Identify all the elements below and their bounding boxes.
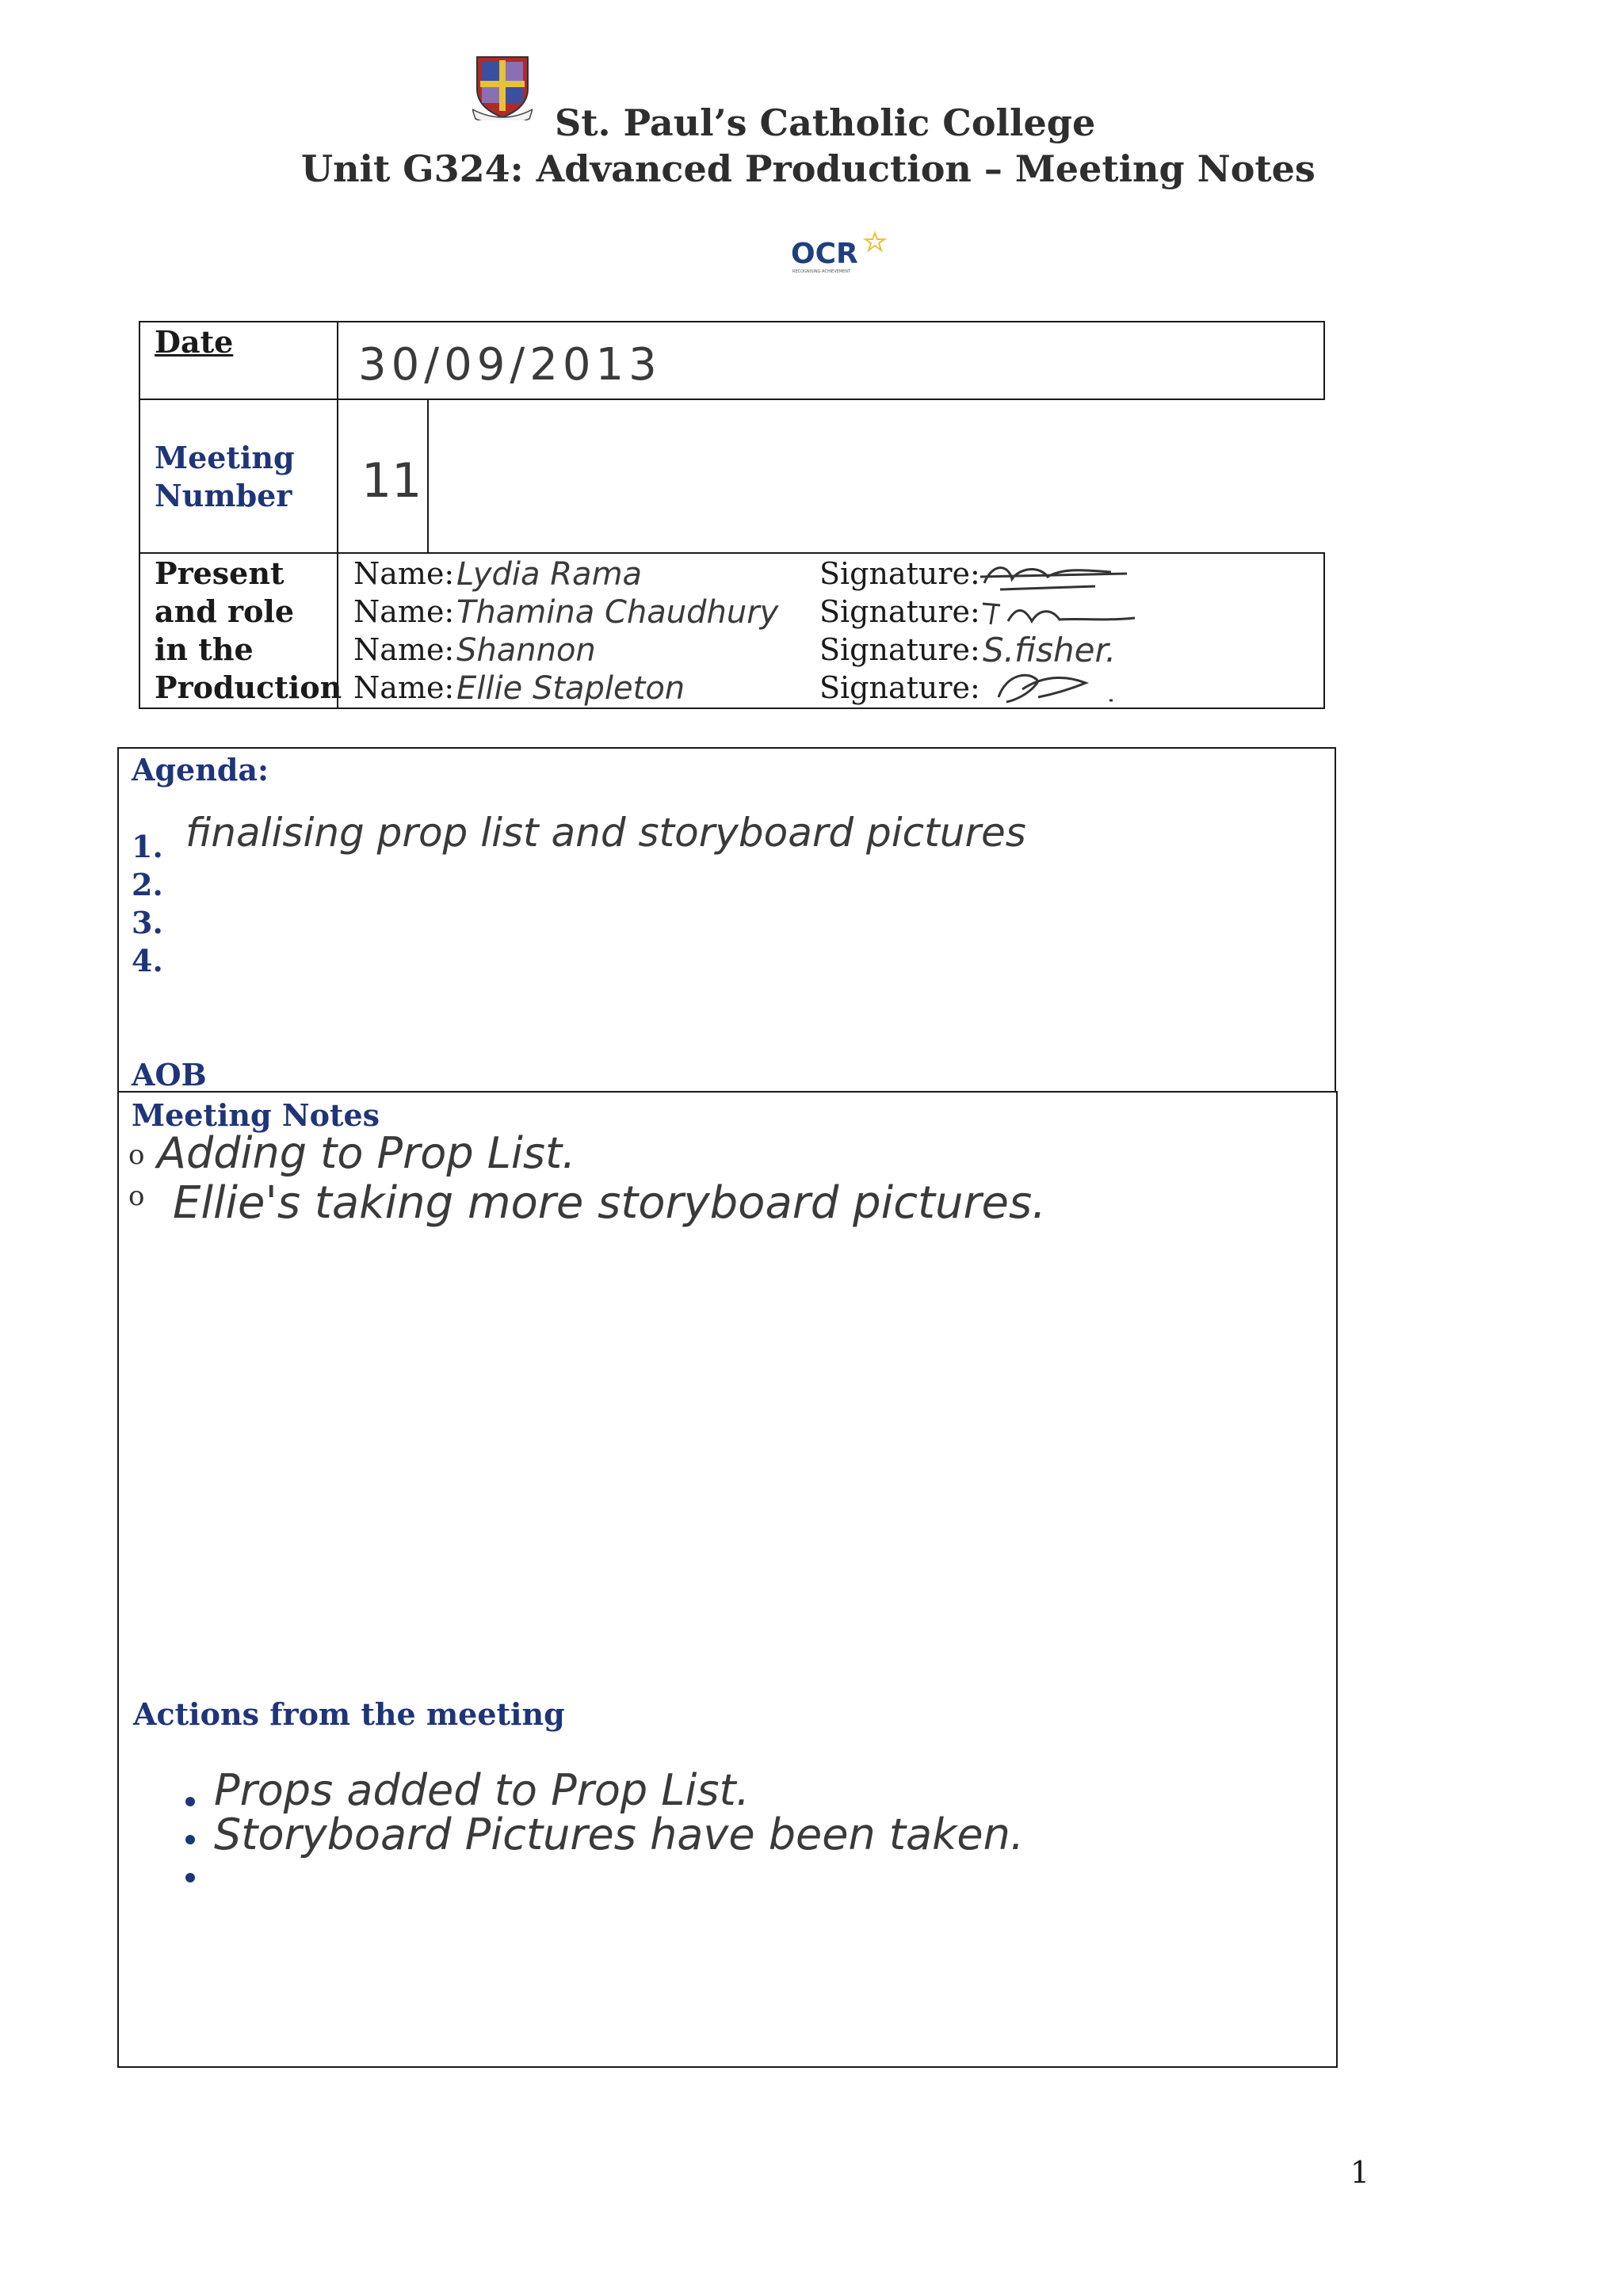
school-name: St. Paul’s Catholic College	[555, 101, 1096, 144]
signature-mark-2	[976, 597, 1151, 632]
meeting-notes-label: Meeting Notes	[132, 1097, 380, 1133]
signature-label: Signature:	[819, 670, 980, 705]
page-number: 1	[1350, 2155, 1369, 2190]
meeting-number-label: Meeting Number	[155, 440, 295, 513]
signature-label: Signature:	[819, 632, 980, 667]
ocr-logo	[789, 230, 892, 279]
unit-title: Unit G324: Advanced Production – Meeting Notes	[301, 147, 1316, 190]
name-label: Name:	[353, 670, 455, 705]
school-crest-icon	[472, 54, 533, 120]
agenda-number-4: 4.	[132, 943, 163, 978]
meeting-number-value: 11	[361, 453, 422, 509]
signature-text-3: S.fisher.	[983, 631, 1117, 669]
attendee-name-3: Shannon	[456, 632, 596, 669]
action-bullet-2	[185, 1835, 195, 1844]
action-item-2: Storyboard Pictures have been taken.	[214, 1810, 1024, 1859]
name-label: Name:	[353, 632, 455, 667]
meeting-note-2: Ellie's taking more storyboard pictures.	[173, 1177, 1046, 1229]
ocr-tagline: RECOGNISING ACHIEVEMENT	[792, 269, 851, 274]
name-label: Name:	[353, 556, 455, 591]
date-value: 30/09/2013	[358, 339, 662, 391]
attendee-name-1: Lydia Rama	[456, 556, 643, 593]
signature-label: Signature:	[819, 594, 980, 629]
action-bullet-1	[185, 1797, 195, 1806]
name-label: Name:	[353, 594, 455, 629]
signature-mark-4	[983, 666, 1125, 708]
agenda-item-1: finalising prop list and storyboard pictures	[185, 810, 1026, 856]
ocr-logo-text: OCR	[791, 238, 858, 270]
present-label: Present and role in the Production	[155, 555, 342, 705]
notes-actions-box	[117, 1091, 1338, 2068]
agenda-box	[117, 747, 1336, 1093]
attendee-name-4: Ellie Stapleton	[456, 670, 685, 707]
attendee-name-2: Thamina Chaudhury	[456, 594, 779, 631]
action-item-1: Props added to Prop List.	[214, 1765, 750, 1815]
signature-label: Signature:	[819, 556, 980, 591]
agenda-number-1: 1.	[132, 829, 163, 864]
note-bullet-2: o	[128, 1180, 145, 1212]
meeting-note-1: Adding to Prop List.	[157, 1128, 576, 1178]
agenda-number-2: 2.	[132, 867, 163, 902]
signature-mark-1	[976, 559, 1135, 594]
date-label: Date	[155, 324, 234, 360]
note-bullet-1: o	[128, 1139, 145, 1171]
action-bullet-3	[185, 1873, 195, 1882]
agenda-number-3: 3.	[132, 905, 163, 940]
agenda-label: Agenda:	[132, 752, 269, 788]
aob-label: AOB	[132, 1057, 207, 1093]
actions-label: Actions from the meeting	[133, 1696, 565, 1732]
